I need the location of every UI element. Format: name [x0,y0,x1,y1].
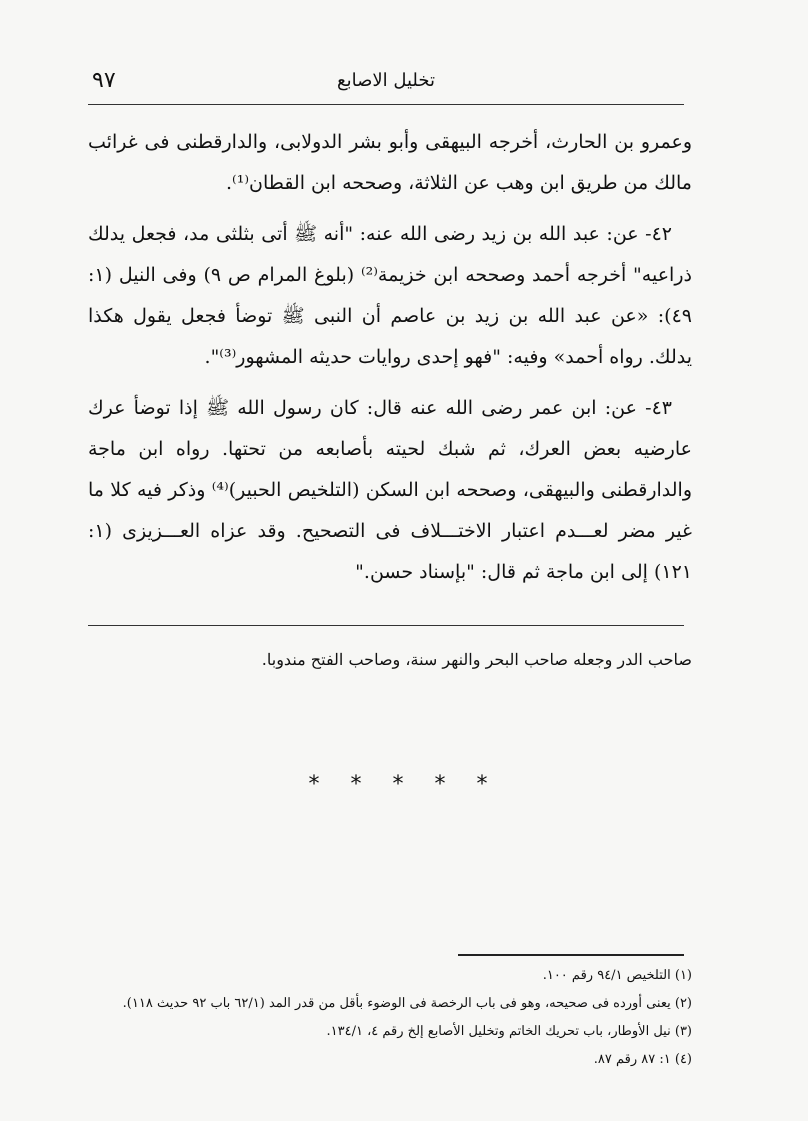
footnote: (٣) نيل الأوطار، باب تحريك الخاتم وتخليل الأصابع إلخ رقم ٤، ١٣٤/١. [326,1024,692,1039]
page-header [88,64,684,104]
section-divider [88,625,684,626]
paragraph: ٤٣- عن: ابن عمر رضى الله عنه قال: كان رسول الله ﷺ إذا توضأ عرك عارضيه بعض العرك، ثم شبك لحيته بأصابعه من تحتها. رواه ابن ماجة والدارقطنى والبيهقى، وصححه ابن السكن (التلخيص الحبير)⁽⁴⁾ وذكر فيه كلا ما غير مضر لعـــدم اعتبار الاختـــلاف فى التصحيح. وقد عزاه العـــزيزى (١: ١٢١) إلى ابن ماجة ثم قال: "بإسناد حسن." [88,397,692,583]
footnote: (٤) ١: ٨٧ رقم ٨٧. [593,1052,692,1067]
page-number: ٩٧ [92,68,116,93]
main-text [88,122,692,603]
footnotes [88,962,692,1074]
star-separator: * * * * * [308,772,500,797]
header-divider [88,104,684,105]
paragraph: وعمرو بن الحارث، أخرجه البيهقى وأبو بشر الدولابى، والدارقطنى فى غرائب مالك من طريق ابن وهب عن الثلاثة، وصححه ابن القطان⁽¹⁾. [88,131,692,194]
paragraph: ٤٢- عن: عبد الله بن زيد رضى الله عنه: "أنه ﷺ أتى بثلثى مد، فجعل يدلك ذراعيه" أخرجه أحمد وصححه ابن خزيمة⁽²⁾ (بلوغ المرام ص ٩) وفى النيل (١: ٤٩): «عن عبد الله بن زيد بن عاصم أن النبى ﷺ توضأ فجعل يقول هكذا يدلك. رواه أحمد» وفيه: "فهو إحدى روايات حديثه المشهور⁽³⁾". [88,223,692,368]
footnote: (١) التلخيص ٩٤/١ رقم ١٠٠. [542,968,692,983]
page-title: تخليل الاصابع [337,70,435,91]
footnote: (٢) يعنى أورده فى صحيحه، وهو فى باب الرخصة فى الوضوء بأقل من قدر المد (٦٢/١ باب ٩٢ حديث ١١٨). [122,996,692,1011]
footnote-divider [458,954,684,956]
continued-note: صاحب الدر وجعله صاحب البحر والنهر سنة، وصاحب الفتح مندوبا. [261,650,692,669]
